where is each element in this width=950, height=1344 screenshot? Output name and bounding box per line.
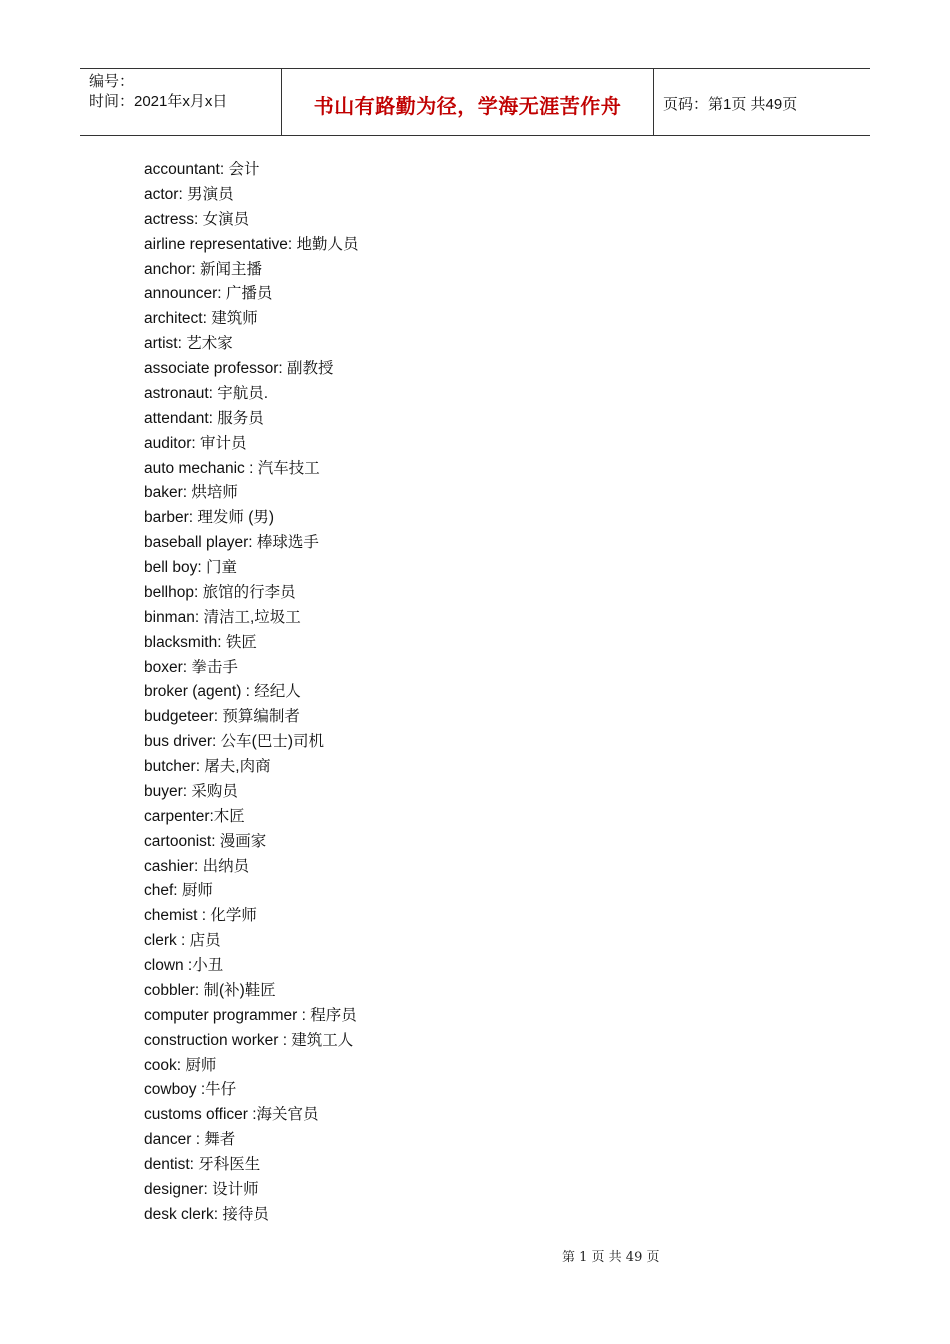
vocabulary-entry: bellhop: 旅馆的行李员: [144, 583, 296, 601]
vocabulary-entry: cashier: 出纳员: [144, 857, 250, 875]
vocabulary-entry: chef: 厨师: [144, 882, 213, 900]
vocabulary-entry: construction worker : 建筑工人: [144, 1031, 354, 1049]
vocabulary-entry: attendant: 服务员: [144, 409, 264, 427]
vocabulary-entry: boxer: 拳击手: [144, 658, 238, 676]
vocabulary-entry: dentist: 牙科医生: [144, 1156, 261, 1173]
vocabulary-entry: desk clerk: 接待员: [144, 1205, 269, 1223]
vocabulary-entry: artist: 艺术家: [144, 335, 233, 353]
vocabulary-entry: architect: 建筑师: [144, 310, 258, 328]
vocabulary-entry: baker: 烘培师: [144, 484, 238, 502]
vocabulary-entry: anchor: 新闻主播: [144, 260, 263, 278]
vocabulary-entry: carpenter:木匠: [144, 807, 245, 825]
page-footer: 第 1 页 共 49 页: [562, 1250, 660, 1265]
vocabulary-entry: auditor: 审计员: [144, 434, 247, 452]
vocabulary-entry: designer: 设计师: [144, 1180, 259, 1198]
vocabulary-list: [144, 158, 359, 1228]
vocabulary-entry: chemist : 化学师: [144, 907, 257, 925]
vocabulary-entry: clerk : 店员: [144, 932, 221, 950]
vocabulary-entry: barber: 理发师 (男): [144, 509, 275, 527]
header-meta: [80, 69, 281, 135]
vocabulary-entry: bus driver: 公车(巴士)司机: [144, 733, 324, 751]
vocabulary-entry: accountant: 会计: [144, 161, 260, 178]
vocabulary-entry: cowboy :牛仔: [144, 1081, 237, 1099]
vocabulary-entry: actress: 女演员: [144, 210, 250, 228]
vocabulary-entry: butcher: 屠夫,肉商: [144, 758, 271, 775]
vocabulary-entry: bell boy: 门童: [144, 559, 238, 576]
vocabulary-entry: associate professor: 副教授: [144, 360, 334, 377]
page-header: [80, 68, 870, 136]
vocabulary-entry: cook: 厨师: [144, 1056, 217, 1074]
vocabulary-entry: baseball player: 棒球选手: [144, 534, 319, 552]
serial-label: 编号：: [89, 73, 135, 90]
motto: 书山有路勤为径，学海无涯苦作舟: [281, 69, 654, 135]
vocabulary-entry: budgeteer: 预算编制者: [144, 708, 300, 726]
vocabulary-entry: clown :小丑: [144, 957, 224, 974]
time-label: 时间：2021年x月x日: [89, 93, 228, 110]
vocabulary-entry: binman: 清洁工,垃圾工: [144, 608, 301, 626]
vocabulary-entry: astronaut: 宇航员.: [144, 384, 269, 402]
vocabulary-entry: buyer: 采购员: [144, 782, 238, 800]
vocabulary-entry: blacksmith: 铁匠: [144, 633, 257, 651]
vocabulary-entry: auto mechanic : 汽车技工: [144, 459, 320, 477]
vocabulary-entry: computer programmer : 程序员: [144, 1006, 357, 1024]
vocabulary-entry: announcer: 广播员: [144, 285, 273, 303]
vocabulary-entry: airline representative: 地勤人员: [144, 235, 359, 253]
vocabulary-entry: cobbler: 制(补)鞋匠: [144, 981, 276, 999]
page-info: 页码：第1页 共49页: [663, 95, 798, 113]
vocabulary-entry: cartoonist: 漫画家: [144, 832, 267, 850]
vocabulary-entry: broker (agent) : 经纪人: [144, 683, 301, 701]
vocabulary-entry: dancer : 舞者: [144, 1131, 236, 1149]
vocabulary-entry: actor: 男演员: [144, 185, 234, 203]
vocabulary-entry: customs officer :海关官员: [144, 1106, 319, 1124]
